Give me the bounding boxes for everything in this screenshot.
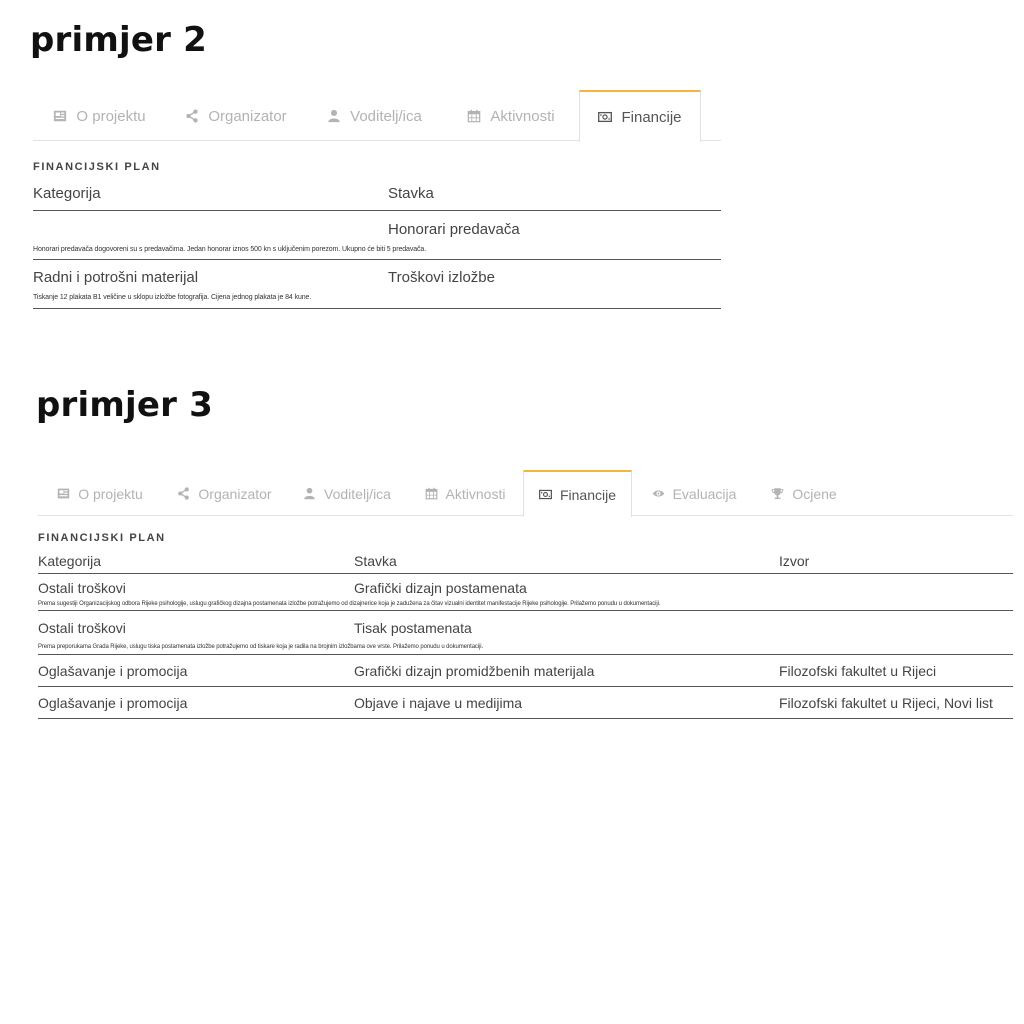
column-header-kategorija: Kategorija bbox=[33, 185, 101, 202]
calendar-icon bbox=[425, 487, 438, 500]
row-category: Radni i potrošni materijal bbox=[33, 268, 199, 286]
tab-o-projektu[interactable] bbox=[33, 90, 166, 141]
tab-label: Financije bbox=[621, 108, 682, 126]
row-item: Honorari predavača bbox=[388, 221, 520, 238]
column-header-kategorija: Kategorija bbox=[38, 552, 102, 569]
money-icon bbox=[539, 488, 552, 501]
tab-voditelj-ica[interactable] bbox=[306, 90, 443, 141]
example-3-heading: primjer 3 bbox=[36, 385, 213, 425]
tab-label: Ocjene bbox=[792, 485, 837, 502]
newspaper-icon bbox=[57, 487, 70, 500]
example-2-heading: primjer 2 bbox=[30, 20, 207, 60]
eye-icon bbox=[652, 487, 665, 500]
trophy-icon bbox=[771, 487, 784, 500]
user-icon bbox=[327, 109, 341, 123]
table-row bbox=[38, 687, 1013, 719]
row-item: Grafički dizajn postamenata bbox=[354, 580, 527, 596]
row-item: Grafički dizajn promidžbenih materijala bbox=[354, 662, 595, 679]
table-header-row bbox=[38, 548, 1013, 574]
tab-bar bbox=[38, 470, 1013, 516]
tab-bar bbox=[33, 90, 721, 141]
column-header-stavka: Stavka bbox=[388, 185, 434, 202]
row-description: Honorari predavača dogovoreni su s predavačima. Jedan honorar iznos 500 kn s uključenim porezom. Ukupno će biti 5 predavača. bbox=[33, 246, 427, 253]
tab-organizator[interactable] bbox=[166, 90, 306, 141]
tab-voditelj-ica[interactable] bbox=[287, 470, 407, 516]
tab-label: Organizator bbox=[208, 107, 287, 125]
tab-label: Organizator bbox=[198, 485, 272, 502]
financial-plan-title: FINANCIJSKI PLAN bbox=[33, 161, 161, 173]
example-3-panel bbox=[38, 470, 1013, 719]
tab-aktivnosti[interactable] bbox=[407, 470, 523, 516]
financial-plan-title: FINANCIJSKI PLAN bbox=[38, 532, 166, 544]
calendar-icon bbox=[467, 109, 481, 123]
row-description: Prema sugestiji Organizacijskog odbora Rijeke psihologije, uslugu grafičkog dizajna postamenata izložbe potražujemo od dizajnerice koja je zadužena za čitav vizualni identitet manifestacije Rijeke psihologije. Prilažemo ponudu u dokumentaciji. bbox=[38, 601, 661, 607]
tab-label: Evaluacija bbox=[672, 485, 737, 502]
tab-label: Aktivnosti bbox=[490, 107, 555, 125]
tab-label: Voditelj/ica bbox=[324, 485, 391, 502]
column-header-stavka: Stavka bbox=[354, 552, 397, 569]
tab-evaluacija[interactable] bbox=[632, 470, 756, 516]
column-header-izvor: Izvor bbox=[779, 552, 810, 569]
row-description: Tiskanje 12 plakata B1 veličine u sklopu izložbe fotografija. Cijena jednog plakata je 84 kune. bbox=[33, 294, 312, 301]
table-row bbox=[38, 611, 1013, 655]
table-header-row bbox=[33, 177, 721, 211]
row-source: Filozofski fakultet u Rijeci bbox=[779, 662, 937, 679]
tab-label: O projektu bbox=[76, 107, 146, 125]
tab-o-projektu[interactable] bbox=[38, 470, 162, 516]
row-item: Tisak postamenata bbox=[354, 620, 472, 636]
tab-label: Aktivnosti bbox=[445, 485, 506, 502]
row-description: Prema preporukama Grada Rijeke, uslugu tiska postamenata izložbe potražujemo od tiskare koja je radila na brojnim izložbama ove vrste. Prilažemo ponudu u dokumentaciji. bbox=[38, 644, 484, 650]
example-2-panel bbox=[33, 90, 721, 309]
tab-label: O projektu bbox=[78, 485, 143, 502]
tab-aktivnosti[interactable] bbox=[443, 90, 579, 141]
row-category: Oglašavanje i promocija bbox=[38, 694, 188, 711]
share-icon bbox=[185, 109, 199, 123]
row-category: Ostali troškovi bbox=[38, 580, 126, 596]
tab-organizator[interactable] bbox=[162, 470, 287, 516]
tab-financije[interactable] bbox=[523, 470, 632, 517]
tab-label: Financije bbox=[559, 486, 617, 503]
money-icon bbox=[598, 110, 612, 124]
table-row bbox=[38, 574, 1013, 611]
tab-ocjene[interactable] bbox=[756, 470, 852, 516]
table-row bbox=[33, 211, 721, 260]
row-category: Ostali troškovi bbox=[38, 620, 126, 636]
row-item: Objave i najave u medijima bbox=[354, 694, 523, 711]
newspaper-icon bbox=[53, 109, 67, 123]
tab-financije[interactable] bbox=[579, 90, 701, 142]
share-icon bbox=[177, 487, 190, 500]
table-row bbox=[33, 260, 721, 309]
row-category: Oglašavanje i promocija bbox=[38, 662, 188, 679]
tab-label: Voditelj/ica bbox=[350, 107, 422, 125]
table-row bbox=[38, 655, 1013, 687]
row-source: Filozofski fakultet u Rijeci, Novi list bbox=[779, 694, 993, 711]
row-item: Troškovi izložbe bbox=[388, 268, 495, 286]
user-icon bbox=[303, 487, 316, 500]
